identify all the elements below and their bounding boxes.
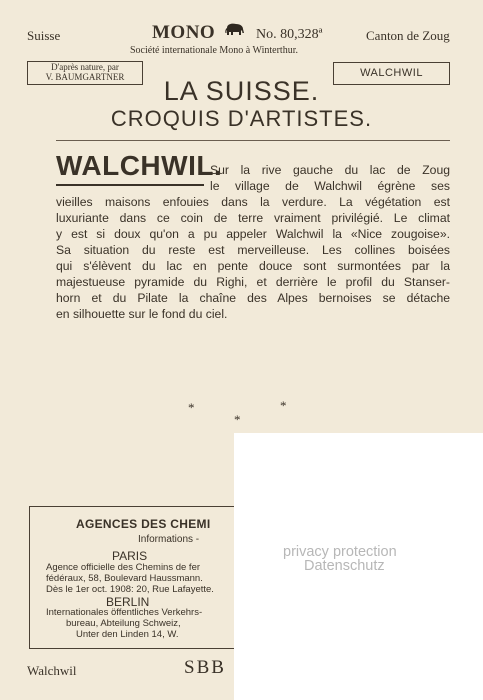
paris-line: Agence officielle des Chemins de fer	[46, 562, 201, 573]
agencies-heading: AGENCES DES CHEMI	[76, 517, 211, 531]
article-line: en silhouette sur le fond du ciel.	[56, 307, 228, 321]
article-line: Sa situation du reste est merveilleuse. Les collines boisées	[56, 243, 450, 257]
privacy-label-de: Datenschutz	[304, 558, 385, 574]
paris-line: fédéraux, 58, Boulevard Haussmann.	[46, 573, 203, 584]
article-line: y est si doux qu'on a pu appeler Walchwil la «Nice zougoise».	[56, 227, 450, 241]
article-line: le village de Walchwil égrène ses	[210, 179, 450, 193]
article-heading: WALCHWIL.	[56, 150, 223, 181]
railway-logo-text: SBB	[184, 657, 226, 678]
place-name-box: WALCHWIL	[333, 62, 450, 85]
berlin-line: Internationales öffentliches Verkehrs-	[46, 607, 203, 618]
society-line: Société internationale Mono à Winterthur.	[130, 45, 298, 56]
privacy-label: privacy protection	[283, 544, 397, 560]
article-line: qui s'élèvent du lac en pente douce sont surmontées par la	[56, 259, 450, 273]
agencies-subheading: Informations -	[138, 534, 200, 545]
article-line: Sur la rive gauche du lac de Zoug	[210, 163, 450, 177]
canton-label: Canton de Zoug	[366, 28, 450, 43]
berlin-heading: BERLIN	[106, 595, 150, 609]
article-line: horn et du Pilate la chaîne des Alpes bernoises se détache	[56, 291, 450, 305]
ornament-star: *	[280, 398, 287, 413]
main-title: LA SUISSE.	[163, 76, 320, 106]
ornament-star: *	[188, 400, 195, 415]
article-line: luxuriante dans ce coin de terre vraiment privilégié. Le climat	[56, 211, 450, 225]
title-divider	[56, 140, 450, 141]
heading-underline	[56, 184, 204, 186]
country-label: Suisse	[27, 28, 61, 43]
footer-place: Walchwil	[27, 663, 77, 678]
agencies-box	[29, 506, 235, 649]
artist-credit-line: D'après nature, par	[51, 62, 119, 72]
berlin-line: bureau, Abteilung Schweiz,	[66, 618, 181, 629]
card-number: No. 80,328ª	[256, 27, 323, 42]
brand-name: MONO	[152, 22, 216, 43]
berlin-line: Unter den Linden 14, W.	[76, 629, 179, 640]
article-line: majestueuse pyramide du Righi, et derrière le profil du Stanser-	[56, 275, 450, 289]
ornament-star: *	[234, 412, 241, 427]
elephant-icon	[224, 22, 246, 37]
article-line: vieilles maisons enfouies dans la verdure. La végétation est	[56, 195, 450, 209]
paris-line: Dès le 1er oct. 1908: 20, Rue Lafayette.	[46, 584, 214, 595]
artist-name: V. BAUMGARTNER	[45, 72, 125, 82]
subtitle: CROQUIS D'ARTISTES.	[110, 106, 373, 131]
paris-heading: PARIS	[112, 549, 148, 563]
